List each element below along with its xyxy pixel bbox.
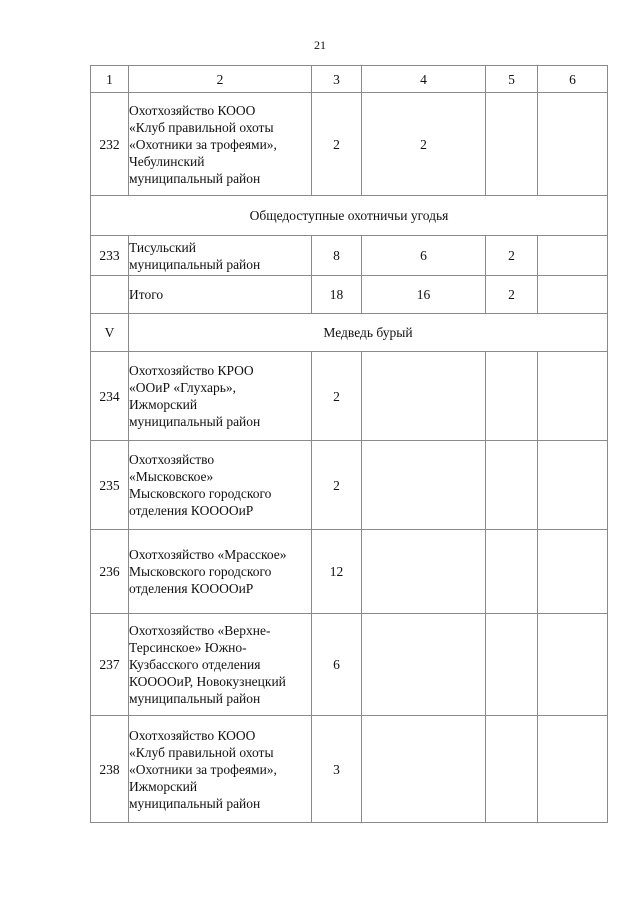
col-6-value [538, 716, 608, 823]
hunting-area-name: Охотхозяйство КООО «Клуб правильной охоты «Охотники за трофеями», Ижморский муниципальный район [129, 716, 312, 823]
table-row-235 [91, 441, 608, 530]
col-3-value: 2 [312, 352, 362, 441]
table-row-233 [91, 236, 608, 276]
row-number-empty [91, 276, 129, 314]
col-5-value [486, 93, 538, 196]
table-row-238 [91, 716, 608, 823]
col-5-value [486, 716, 538, 823]
header-col-1: 1 [91, 66, 129, 93]
header-col-4: 4 [362, 66, 486, 93]
col-4-value [362, 441, 486, 530]
section-number: V [91, 314, 129, 352]
col-3-value: 6 [312, 614, 362, 716]
row-number: 234 [91, 352, 129, 441]
col-4-value [362, 614, 486, 716]
table-row-232 [91, 93, 608, 196]
hunting-area-name: Охотхозяйство «Мрасское» Мысковского городского отделения КООООиР [129, 530, 312, 614]
col-3-value: 8 [312, 236, 362, 276]
table-row-237 [91, 614, 608, 716]
row-number: 235 [91, 441, 129, 530]
col-4-value: 16 [362, 276, 486, 314]
row-number: 237 [91, 614, 129, 716]
col-6-value [538, 93, 608, 196]
hunting-area-name: Охотхозяйство «Верхне- Терсинское» Южно- Кузбасского отделения КООООиР, Новокузнецкий муниципальный район [129, 614, 312, 716]
col-4-value [362, 352, 486, 441]
col-5-value [486, 614, 538, 716]
col-5-value [486, 530, 538, 614]
col-5-value [486, 441, 538, 530]
col-4-value [362, 716, 486, 823]
col-3-value: 2 [312, 93, 362, 196]
col-6-value [538, 530, 608, 614]
table-row-236 [91, 530, 608, 614]
col-5-value: 2 [486, 276, 538, 314]
col-5-value [486, 352, 538, 441]
col-3-value: 12 [312, 530, 362, 614]
section-title: Общедоступные охотничьи угодья [91, 196, 608, 236]
page-number: 21 [314, 38, 326, 52]
row-number: 233 [91, 236, 129, 276]
header-col-5: 5 [486, 66, 538, 93]
hunting-area-name: Тисульский муниципальный район [129, 236, 312, 276]
col-4-value [362, 530, 486, 614]
header-col-6: 6 [538, 66, 608, 93]
col-6-value [538, 276, 608, 314]
total-row [91, 276, 608, 314]
col-6-value [538, 352, 608, 441]
total-label: Итого [129, 276, 312, 314]
row-number: 238 [91, 716, 129, 823]
hunting-area-name: Охотхозяйство «Мысковское» Мысковского городского отделения КООООиР [129, 441, 312, 530]
table-row-234 [91, 352, 608, 441]
section-row-public-lands [91, 196, 608, 236]
header-col-2: 2 [129, 66, 312, 93]
hunting-area-name: Охотхозяйство КООО «Клуб правильной охоты «Охотники за трофеями», Чебулинский муниципальный район [129, 93, 312, 196]
col-4-value: 2 [362, 93, 486, 196]
game-quota-table [90, 65, 608, 823]
row-number: 232 [91, 93, 129, 196]
section-title: Медведь бурый [129, 314, 608, 352]
col-3-value: 3 [312, 716, 362, 823]
section-row-brown-bear [91, 314, 608, 352]
row-number: 236 [91, 530, 129, 614]
col-4-value: 6 [362, 236, 486, 276]
header-row [91, 66, 608, 93]
col-6-value [538, 441, 608, 530]
col-5-value: 2 [486, 236, 538, 276]
header-col-3: 3 [312, 66, 362, 93]
hunting-area-name: Охотхозяйство КРОО «ООиР «Глухарь», Ижморский муниципальный район [129, 352, 312, 441]
col-3-value: 2 [312, 441, 362, 530]
col-3-value: 18 [312, 276, 362, 314]
col-6-value [538, 614, 608, 716]
col-6-value [538, 236, 608, 276]
